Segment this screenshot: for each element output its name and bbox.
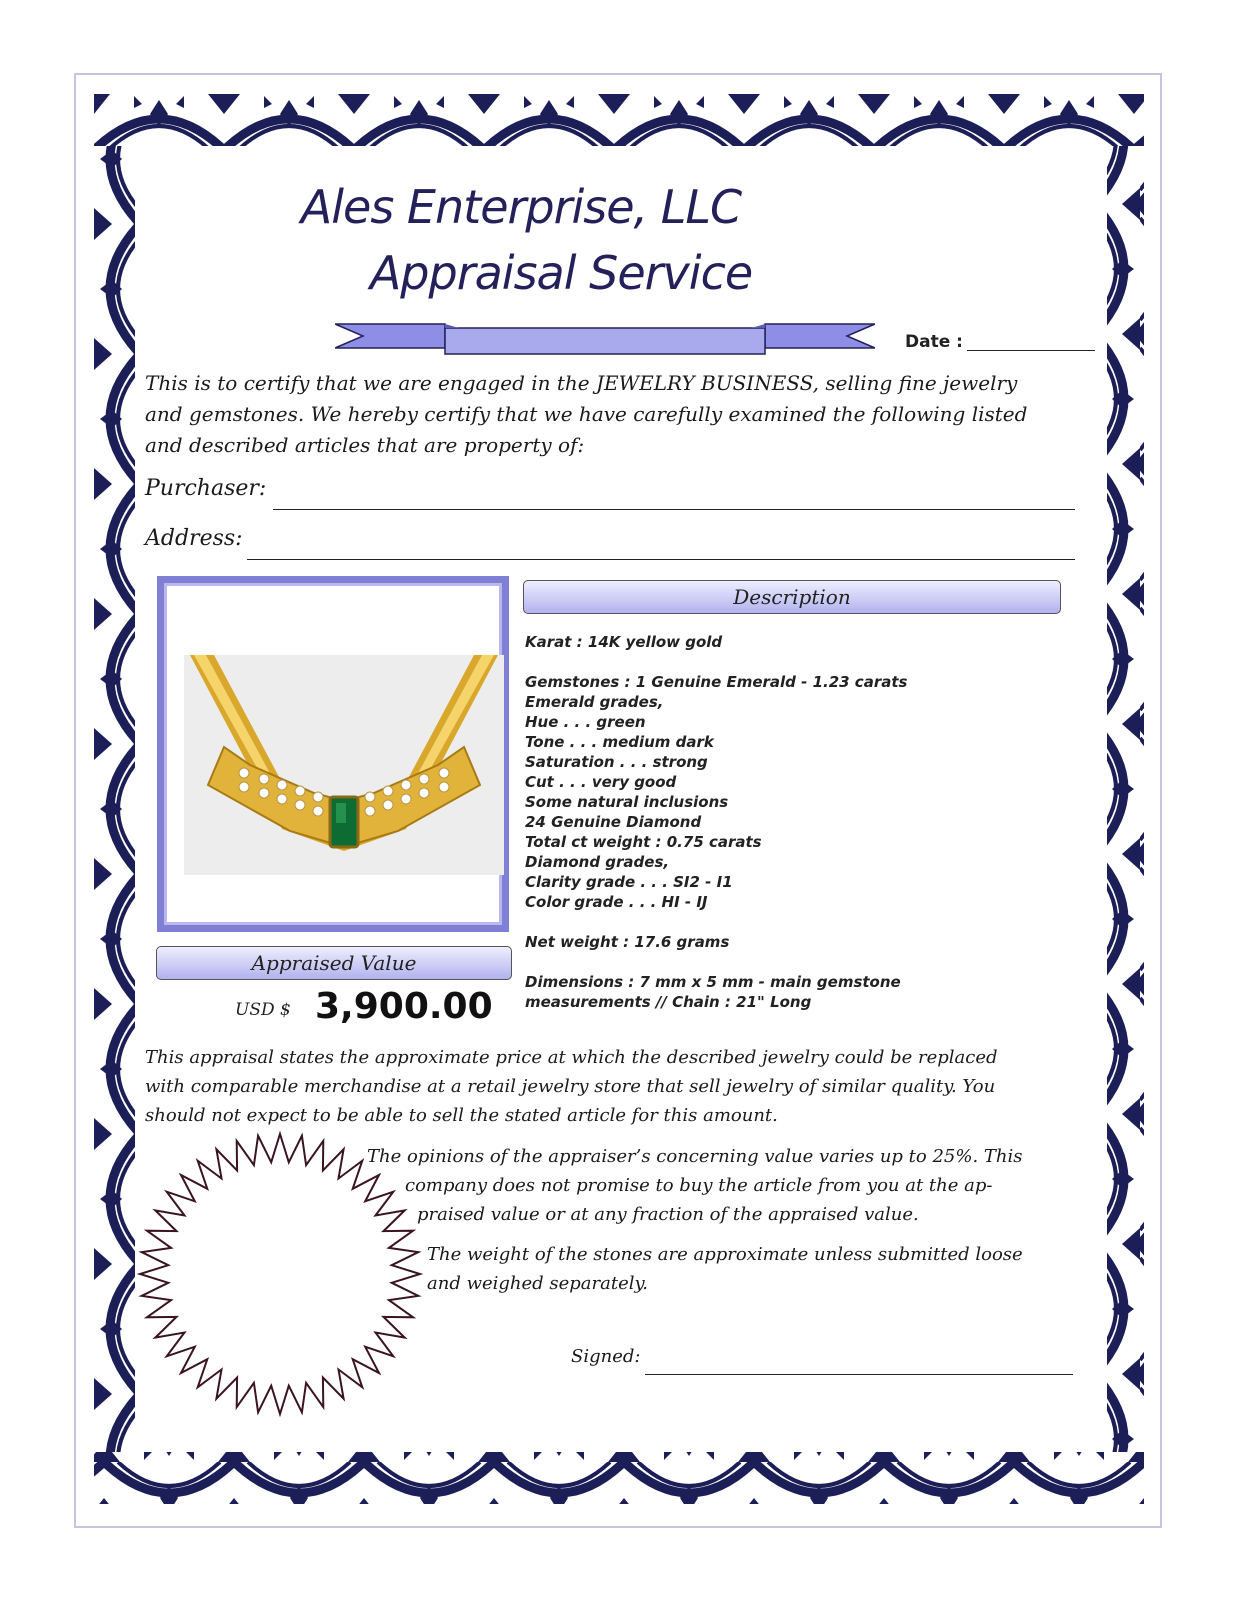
- description-line: Gemstones : 1 Genuine Emerald - 1.23 carats: [525, 673, 908, 691]
- certificate-body: [135, 146, 1107, 1450]
- opinion-line: The opinions of the appraiser’s concerning value varies up to 25%. This: [367, 1146, 1023, 1167]
- description-line: [525, 652, 907, 672]
- opinion-line: company does not promise to buy the article from you at the ap-: [405, 1175, 993, 1196]
- service-title: Appraisal Service: [369, 246, 753, 300]
- description-line: Saturation . . . strong: [525, 753, 708, 771]
- weight-note-line: and weighed separately.: [427, 1273, 649, 1294]
- currency-label: USD $: [235, 1000, 291, 1020]
- certify-line: and described articles that are property of:: [145, 433, 585, 457]
- description-line: Diamond grades,: [525, 853, 670, 871]
- disclaimer-line: should not expect to be able to sell the stated article for this amount.: [145, 1105, 778, 1126]
- appraised-value-header: Appraised Value: [156, 946, 512, 980]
- description-line: measurements // Chain : 21" Long: [525, 993, 812, 1011]
- signed-label: Signed:: [571, 1346, 641, 1367]
- jewelry-photo-frame: [157, 576, 509, 932]
- opinion-line: praised value or at any fraction of the appraised value.: [417, 1204, 919, 1225]
- purchaser-label: Purchaser:: [145, 476, 267, 501]
- description-line: [525, 912, 907, 932]
- certify-line: and gemstones. We hereby certify that we have carefully examined the following listed: [145, 402, 1028, 426]
- date-field-line[interactable]: [967, 350, 1095, 351]
- description-line: Some natural inclusions: [525, 793, 729, 811]
- description-line: Total ct weight : 0.75 carats: [525, 833, 762, 851]
- description-line: Clarity grade . . . SI2 - I1: [525, 873, 733, 891]
- purchaser-field-line[interactable]: [273, 509, 1075, 510]
- disclaimer-paragraph: [145, 1043, 1075, 1130]
- emerald-necklace-photo: [184, 655, 504, 875]
- description-line: Hue . . . green: [525, 713, 646, 731]
- description-line: Color grade . . . HI - IJ: [525, 893, 708, 911]
- date-label: Date :: [905, 332, 963, 352]
- description-header: Description: [523, 580, 1061, 614]
- description-list: [525, 632, 907, 1012]
- description-line: Cut . . . very good: [525, 773, 677, 791]
- certify-line: This is to certify that we are engaged in the JEWELRY BUSINESS, selling fine jewelry: [145, 371, 1018, 395]
- weight-note-line: The weight of the stones are approximate unless submitted loose: [427, 1244, 1023, 1265]
- description-line: Karat : 14K yellow gold: [525, 633, 723, 651]
- description-line: Dimensions : 7 mm x 5 mm - main gemstone: [525, 973, 901, 991]
- ribbon-banner: [335, 318, 875, 358]
- description-line: Tone . . . medium dark: [525, 733, 714, 751]
- company-name: Ales Enterprise, LLC: [300, 180, 742, 234]
- address-label: Address:: [145, 526, 243, 551]
- description-line: Emerald grades,: [525, 693, 664, 711]
- signature-field-line[interactable]: [645, 1374, 1073, 1375]
- disclaimer-line: with comparable merchandise at a retail jewelry store that sell jewelry of similar quality. You: [145, 1076, 996, 1097]
- appraised-amount: 3,900.00: [315, 986, 493, 1027]
- description-line: Net weight : 17.6 grams: [525, 933, 730, 951]
- disclaimer-line: This appraisal states the approximate price at which the described jewelry could be replaced: [145, 1047, 998, 1068]
- certify-paragraph: [145, 368, 1075, 461]
- address-field-line[interactable]: [247, 559, 1075, 560]
- description-line: [525, 952, 907, 972]
- description-line: 24 Genuine Diamond: [525, 813, 702, 831]
- seal-outline: [140, 1134, 420, 1414]
